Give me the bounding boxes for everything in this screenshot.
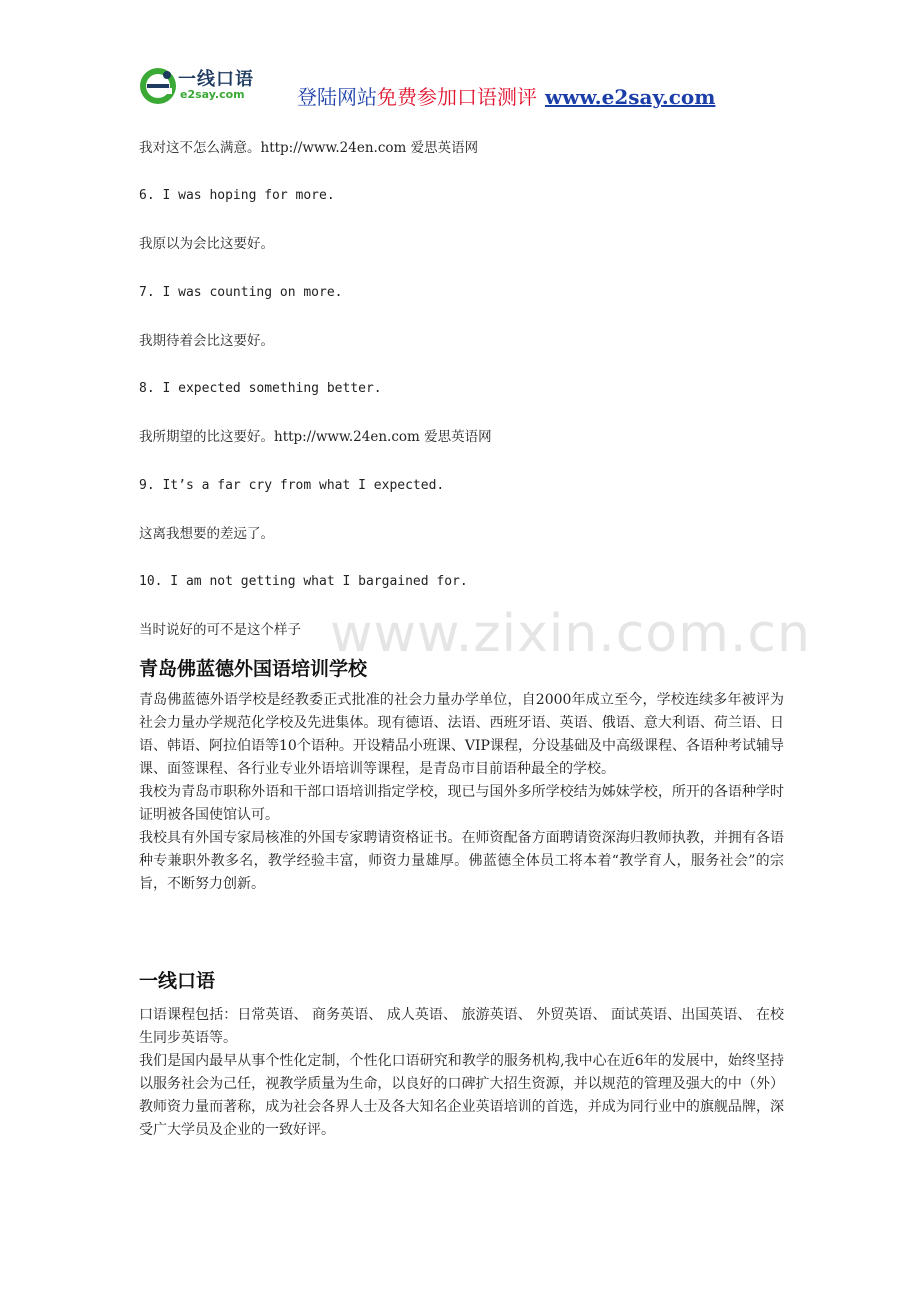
paragraph: 我校具有外国专家局核准的外国专家聘请资格证书。在师资配备方面聘请资深海归教师执教，并拥有各语种专兼职外教多名，教学经验丰富，师资力量雄厚。佛蓝德全体员工将本着“教学育人，服务社会”的宗旨，不断努力创新。	[139, 830, 784, 892]
phrase-line: 10. I am not getting what I bargained for.	[139, 574, 468, 589]
text-line: 我原以为会比这要好。	[139, 236, 274, 252]
paragraph: 青岛佛蓝德外语学校是经教委正式批准的社会力量办学单位，自2000年成立至今，学校连续多年被评为社会力量办学规范化学校及先进集体。现有德语、法语、西班牙语、英语、俄语、意大利语、荷兰语、日语、韩语、阿拉伯语等10个语种。开设精品小班课、VIP课程，分设基础及中高级课程、各语种考试辅导课、面签课程、各行业专业外语培训等课程，是青岛市目前语种最全的学校。	[139, 692, 784, 777]
paragraph: 口语课程包括：日常英语、 商务英语、 成人英语、 旅游英语、 外贸英语、 面试英语、出国英语、 在校生同步英语等。	[139, 1007, 784, 1046]
page-header	[138, 64, 778, 114]
paragraph: 我们是国内最早从事个性化定制，个性化口语研究和教学的服务机构,我中心在近6年的发展中，始终坚持以服务社会为己任，视教学质量为生命，以良好的口碑扩大招生资源，并以规范的管理及强大的中（外）教师资力量而著称，成为社会各界人士及各大知名企业英语培训的首选，并成为同行业中的旗舰品牌，深受广大学员及企业的一致好评。	[139, 1053, 784, 1138]
logo-title: 一线口语	[178, 69, 254, 90]
phrase-line: 6. I was hoping for more.	[139, 188, 335, 203]
watermark: www.zixin.com.cn	[330, 604, 811, 664]
promo-banner	[297, 81, 715, 110]
text-line: 我所期望的比这要好。http://www.24en.com 爱思英语网	[139, 429, 492, 445]
e2say-logo[interactable]	[138, 64, 258, 108]
text-line: 我对这不怎么满意。http://www.24en.com 爱思英语网	[139, 140, 479, 156]
section-title-e2say: 一线口语	[139, 970, 216, 992]
paragraph: 我校为青岛市职称外语和干部口语培训指定学校，现已与国外多所学校结为姊妹学校，所开的各语种学时证明被各国使馆认可。	[139, 784, 784, 823]
phrase-line: 9. It’s a far cry from what I expected.	[139, 478, 445, 493]
section-body-e2say	[139, 1004, 784, 1142]
banner-text-login: 登陆网站	[297, 85, 377, 109]
logo-domain: e2say.com	[180, 88, 245, 101]
phrase-line: 8. I expected something better.	[139, 381, 382, 396]
phrase-line: 7. I was counting on more.	[139, 285, 343, 300]
section-title-school: 青岛佛蓝德外国语培训学校	[139, 658, 368, 680]
section-body-school	[139, 689, 784, 896]
banner-text-offer: 免费参加口语测评	[377, 85, 537, 109]
e-logo-icon	[138, 66, 178, 106]
text-line: 这离我想要的差远了。	[139, 526, 274, 542]
text-line: 我期待着会比这要好。	[139, 333, 274, 349]
banner-link[interactable]: www.e2say.com	[545, 85, 716, 109]
text-line: 当时说好的可不是这个样子	[139, 622, 301, 638]
